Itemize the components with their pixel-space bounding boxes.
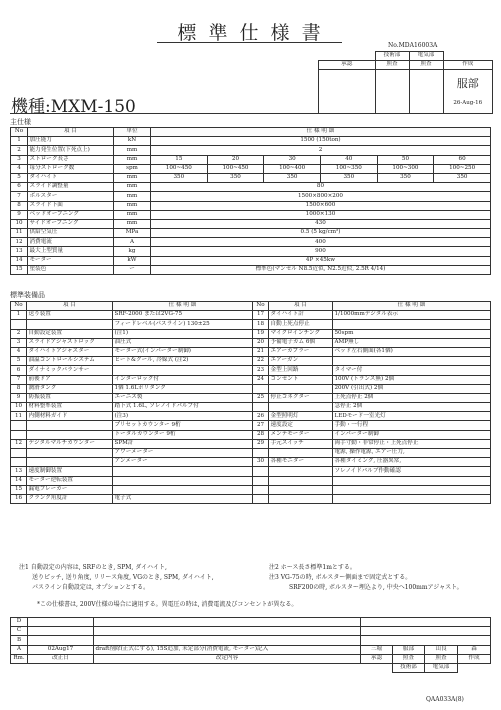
- equip-right-spec: 手動・一行程: [333, 421, 491, 430]
- equip-right-no: 21: [253, 347, 269, 356]
- spec-item: 加圧能力: [28, 137, 114, 146]
- equip-left-spec: SRF-2000 または2VG-75: [113, 311, 253, 320]
- creator-date: 26-Aug-16: [453, 100, 483, 107]
- spec-item: サイドオープニング: [28, 219, 114, 228]
- spec-value: 350: [434, 173, 491, 182]
- equip-right-item: エアーガン: [269, 357, 333, 366]
- spec-value: 350: [207, 173, 264, 182]
- equip-right-spec: 100V (トランス無) 2個: [333, 375, 491, 384]
- revision-sign-label: 照査: [393, 654, 425, 663]
- approval-top-label: 電気部: [409, 52, 443, 61]
- spec-value: 1500×600: [151, 201, 491, 210]
- equip-left-spec: トータルカウンター 9桁: [113, 430, 253, 439]
- revision-bottom-label: 技術部: [393, 663, 425, 672]
- equip-left-no: 13: [11, 467, 27, 476]
- equip-left-no: 9: [11, 393, 27, 402]
- revision-sign-label: 照査: [425, 654, 458, 663]
- equip-header-item: 項 目: [269, 302, 333, 311]
- spec-no: 5: [11, 173, 28, 182]
- equip-right-spec: 1/1000mmデジタル表示: [333, 311, 491, 320]
- revision-row-label: C: [11, 627, 28, 636]
- spec-no: 7: [11, 192, 28, 201]
- spec-value: 900: [151, 247, 491, 256]
- spec-row: [11, 201, 491, 210]
- spec-header-item: 項 目: [28, 128, 114, 137]
- spec-unit: mm: [114, 201, 151, 210]
- spec-value: 60: [434, 155, 491, 164]
- revision-sign: 森: [458, 645, 491, 654]
- spec-unit: kN: [114, 137, 151, 146]
- equip-left-item: 内側材料ガイド: [27, 412, 113, 421]
- equip-right-item: [269, 384, 333, 393]
- model-underline: [10, 113, 490, 114]
- spec-header-spec: 仕 様 明 細: [151, 128, 491, 137]
- spec-value: 40: [320, 155, 377, 164]
- equip-left-spec: 電子式: [113, 494, 253, 503]
- equip-left-item: [27, 458, 113, 467]
- equip-right-no: 18: [253, 320, 269, 329]
- equip-left-no: 1: [11, 311, 27, 320]
- spec-table: [10, 127, 491, 275]
- equip-right-spec: インバーター制御: [333, 430, 491, 439]
- equip-right-spec: AMP無し: [333, 338, 491, 347]
- equip-left-spec: [113, 366, 253, 375]
- equip-right-spec: 200V (引出式) 2個: [333, 384, 491, 393]
- equip-right-spec: 上死点停止 2個: [333, 393, 491, 402]
- spec-value: 400: [151, 238, 491, 247]
- spec-item: 供給空気圧: [28, 229, 114, 238]
- spec-no: 12: [11, 238, 28, 247]
- equip-right-item: コンセント: [269, 375, 333, 384]
- note-3b: SRF200の時, ボルスター埋込より, 中央へ100mmアジャスト。: [289, 584, 463, 591]
- equip-right-spec: ソレノイドバルブ作動確認: [333, 467, 491, 476]
- spec-no: 10: [11, 219, 28, 228]
- spec-value: 30: [264, 155, 321, 164]
- revision-a-date: 02Aug17: [28, 645, 94, 654]
- equip-right-item: 各種モニター: [269, 458, 333, 467]
- equip-row: [11, 430, 491, 439]
- form-number: QAA033A(8): [426, 696, 464, 703]
- spec-row: [11, 155, 491, 164]
- spec-section-title: 主仕様: [10, 118, 31, 126]
- equip-left-item: ダイナミックバランサー: [27, 366, 113, 375]
- spec-row: [11, 192, 491, 201]
- equip-left-item: 漏電ブレーカー: [27, 485, 113, 494]
- spec-row: [11, 219, 491, 228]
- equip-left-no: 6: [11, 366, 27, 375]
- revision-sign-label: 承認: [361, 654, 393, 663]
- revision-row-label: D: [11, 618, 28, 627]
- spec-value: 80: [151, 183, 491, 192]
- spec-row: [11, 256, 491, 265]
- equip-header-item: 項 目: [27, 302, 113, 311]
- spec-no: 15: [11, 265, 28, 274]
- equip-left-no: 14: [11, 476, 27, 485]
- equip-left-spec: アワーメーター: [113, 449, 253, 458]
- spec-value: 100~350: [320, 164, 377, 173]
- equip-right-no: 30: [253, 458, 269, 467]
- equip-left-spec: プリセットカウンター 9桁: [113, 421, 253, 430]
- equip-header-no: No: [11, 302, 27, 311]
- equip-left-item: 前後ドア: [27, 375, 113, 384]
- spec-value: 100~450: [151, 164, 208, 173]
- spec-item: 能力発生位置(下死点上): [28, 146, 114, 155]
- equip-right-item: エアーカプラー: [269, 347, 333, 356]
- equip-left-spec: 油圧式: [113, 338, 253, 347]
- approval-label: 承認: [319, 61, 376, 70]
- equip-right-spec: [333, 476, 491, 485]
- equip-right-item: 金型照明灯: [269, 412, 333, 421]
- equip-right-no: [253, 494, 269, 503]
- equip-right-item: [269, 476, 333, 485]
- spec-value: 標準色(マンセル N8.5近似, N2.5近似, 2.5R 4/14): [151, 265, 491, 274]
- approval-label: 照査: [375, 61, 409, 70]
- spec-unit: kW: [114, 256, 151, 265]
- equip-left-item: 材料整準装置: [27, 403, 113, 412]
- spec-item: 塗装色: [28, 265, 114, 274]
- equip-left-item: スライドアジャストロック: [27, 338, 113, 347]
- equip-right-no: [253, 467, 269, 476]
- equip-left-spec: フィードレベル(パスライン) 130±25: [113, 320, 253, 329]
- equip-left-no: [11, 430, 27, 439]
- revision-sign: 三堀: [361, 645, 393, 654]
- equip-right-spec: ベッド左右側面(各1個): [333, 347, 491, 356]
- equip-left-no: 11: [11, 412, 27, 421]
- equip-right-item: メンテモーター: [269, 430, 333, 439]
- equip-left-spec: [113, 485, 253, 494]
- equip-left-spec: アンメーター: [113, 458, 253, 467]
- revision-rm-label: Rm.: [11, 654, 28, 663]
- equip-right-item: [269, 494, 333, 503]
- spec-row: [11, 229, 491, 238]
- equip-row: [11, 439, 491, 448]
- spec-no: 8: [11, 201, 28, 210]
- equip-right-spec: [333, 320, 491, 329]
- equip-row: [11, 347, 491, 356]
- equip-header-spec: 仕 様 明 細: [333, 302, 491, 311]
- equip-left-no: [11, 421, 27, 430]
- equip-right-no: 24: [253, 375, 269, 384]
- spec-row: [11, 238, 491, 247]
- revision-row-label: B: [11, 636, 28, 645]
- note-1a: 注1 自動設定の内容は, SRFのとき, SPM, ダイハイト,: [19, 564, 167, 571]
- note-3a: 注3 VG-75の時, ボルスター側面まで固定式とする。: [269, 574, 412, 581]
- equip-row: [11, 393, 491, 402]
- equip-right-spec: 各種タイミング, 圧器異常,: [333, 458, 491, 467]
- spec-value: 100~450: [207, 164, 264, 173]
- revision-table: [10, 617, 491, 673]
- creator-stamp: 服部: [456, 77, 479, 91]
- revision-sign-label: 作成: [458, 654, 491, 663]
- spec-unit: mm: [114, 146, 151, 155]
- revision-date-header: 改正日: [28, 654, 94, 663]
- equip-right-no: [253, 449, 269, 458]
- equip-left-item: ダイハイトアジャスター: [27, 347, 113, 356]
- equip-right-spec: [333, 485, 491, 494]
- spec-value: 350: [264, 173, 321, 182]
- revision-a-content: draft削除(正式にする), 15S追加, 未定部分(消費電流, モーター)記入: [94, 645, 361, 654]
- approval-box: [318, 51, 493, 114]
- spec-header-unit: 単位: [114, 128, 151, 137]
- equip-row: [11, 320, 491, 329]
- equip-left-item: [27, 320, 113, 329]
- spec-value: 4P ×45kw: [151, 256, 491, 265]
- equip-right-no: [253, 403, 269, 412]
- equip-right-no: 23: [253, 366, 269, 375]
- equip-left-spec: SPM計: [113, 439, 253, 448]
- spec-value: 350: [151, 173, 208, 182]
- equip-left-item: クランク角度計: [27, 494, 113, 503]
- spec-item: ボルスター: [28, 192, 114, 201]
- equip-left-item: 速度制御装置: [27, 467, 113, 476]
- note-1b: 送りピッチ, 送り角度, リリース角度, VGのとき, SPM, ダイハイト,: [32, 574, 214, 581]
- revision-row-label: A: [11, 645, 28, 654]
- equip-left-no: [11, 449, 27, 458]
- equip-left-item: デジタルマルチカウンター: [27, 439, 113, 448]
- equip-right-item: [269, 467, 333, 476]
- equip-left-spec: インターロック付: [113, 375, 253, 384]
- equip-header-spec: 仕 様 明 細: [113, 302, 253, 311]
- equip-left-no: 7: [11, 375, 27, 384]
- spec-value: 100~300: [377, 164, 434, 173]
- spec-item: ダイハイト: [28, 173, 114, 182]
- equip-table: [10, 301, 491, 504]
- spec-unit: mm: [114, 192, 151, 201]
- equip-right-no: [253, 485, 269, 494]
- equip-right-no: 29: [253, 439, 269, 448]
- spec-unit: mm: [114, 155, 151, 164]
- spec-unit: mm: [114, 173, 151, 182]
- spec-value: 20: [207, 155, 264, 164]
- equip-right-spec: [333, 494, 491, 503]
- spec-item: スライド調整量: [28, 183, 114, 192]
- equip-right-item: [269, 449, 333, 458]
- spec-value: 430: [151, 219, 491, 228]
- equip-left-no: 16: [11, 494, 27, 503]
- equip-row: [11, 366, 491, 375]
- equip-header-no: No: [253, 302, 269, 311]
- title-underline: [157, 42, 342, 43]
- equip-row: [11, 384, 491, 393]
- note-2: 注2 ホース長さ標準1mとする。: [269, 564, 356, 571]
- equip-row: [11, 449, 491, 458]
- equip-left-no: 12: [11, 439, 27, 448]
- equip-right-item: 予備電子カム 6個: [269, 338, 333, 347]
- approval-label: 作成: [443, 61, 493, 70]
- equip-left-no: [11, 458, 27, 467]
- equip-left-spec: 踏下式 1.6L, ソレノイドバルブ付: [113, 403, 253, 412]
- spec-unit: A: [114, 238, 151, 247]
- equip-section-title: 標準装備品: [10, 291, 45, 299]
- document-number: No.MDA16003A: [388, 42, 438, 49]
- equip-row: [11, 375, 491, 384]
- equip-right-no: 17: [253, 311, 269, 320]
- equip-right-spec: 急停止 2個: [333, 403, 491, 412]
- equip-right-item: マイクロインチング: [269, 329, 333, 338]
- equip-right-item: 自動上死点停止: [269, 320, 333, 329]
- spec-no: 14: [11, 256, 28, 265]
- equip-left-no: 10: [11, 403, 27, 412]
- equip-left-no: 3: [11, 338, 27, 347]
- spec-item: 消費電流: [28, 238, 114, 247]
- spec-item: 毎分ストローク数: [28, 164, 114, 173]
- equip-right-item: 手元スイッチ: [269, 439, 333, 448]
- equip-right-spec: 50spm: [333, 329, 491, 338]
- spec-row: [11, 137, 491, 146]
- equip-left-no: 5: [11, 357, 27, 366]
- equip-right-item: 金型上回路: [269, 366, 333, 375]
- equip-left-no: 4: [11, 347, 27, 356]
- equip-left-item: 油温コントロールシステム: [27, 357, 113, 366]
- spec-item: ベッドオープニング: [28, 210, 114, 219]
- spec-no: 3: [11, 155, 28, 164]
- equip-row: [11, 357, 491, 366]
- equip-row: [11, 467, 491, 476]
- equip-row: [11, 403, 491, 412]
- spec-item: スライド下面: [28, 201, 114, 210]
- spec-no: 11: [11, 229, 28, 238]
- spec-unit: ー: [114, 265, 151, 274]
- equip-left-spec: [113, 476, 253, 485]
- spec-row: [11, 173, 491, 182]
- equip-left-item: モーター逆転装置: [27, 476, 113, 485]
- equip-right-no: 25: [253, 393, 269, 402]
- spec-item: ストローク長さ: [28, 155, 114, 164]
- equip-left-spec: 1個 1.6Lポリタンク: [113, 384, 253, 393]
- spec-row: [11, 247, 491, 256]
- equip-row: [11, 329, 491, 338]
- approval-label: 照査: [409, 61, 443, 70]
- revision-sign: 山良: [425, 645, 458, 654]
- revision-bottom-label: 電気部: [425, 663, 458, 672]
- document-title: 標 準 仕 様 書: [177, 22, 324, 44]
- spec-value: 50: [377, 155, 434, 164]
- spec-no: 13: [11, 247, 28, 256]
- equip-right-item: 停止コネクター: [269, 393, 333, 402]
- equip-left-no: [11, 320, 27, 329]
- spec-unit: MPa: [114, 229, 151, 238]
- spec-no: 1: [11, 137, 28, 146]
- spec-value: 100~250: [434, 164, 491, 173]
- equip-right-spec: 電源, 操作電源, エアー圧力,: [333, 449, 491, 458]
- equip-left-spec: エーニス製: [113, 393, 253, 402]
- equip-row: [11, 421, 491, 430]
- spec-value: 1500×800×200: [151, 192, 491, 201]
- spec-value: 100~400: [264, 164, 321, 173]
- equip-left-no: 15: [11, 485, 27, 494]
- equip-left-spec: ヒート&クール, 冷媒式 (注2): [113, 357, 253, 366]
- equip-left-spec: [113, 467, 253, 476]
- equip-right-item: [269, 403, 333, 412]
- equip-row: [11, 476, 491, 485]
- spec-unit: kg: [114, 247, 151, 256]
- equip-left-item: 自動設定装置: [27, 329, 113, 338]
- revision-content-header: 改定内容: [94, 654, 361, 663]
- equip-right-no: 26: [253, 412, 269, 421]
- equip-right-item: [269, 485, 333, 494]
- equip-row: [11, 338, 491, 347]
- equip-left-item: 送り装置: [27, 311, 113, 320]
- equip-left-item: 潤滑タンク: [27, 384, 113, 393]
- equip-right-spec: LEDモード一室光灯: [333, 412, 491, 421]
- spec-no: 6: [11, 183, 28, 192]
- equip-right-no: 22: [253, 357, 269, 366]
- equip-right-no: 28: [253, 430, 269, 439]
- equip-left-spec: モーター式(インバーター制御): [113, 347, 253, 356]
- note-1c: パスライン自動設定は, オプションとする。: [32, 584, 150, 591]
- equip-row: [11, 311, 491, 320]
- equip-left-item: [27, 421, 113, 430]
- equip-right-item: ダイハイト計: [269, 311, 333, 320]
- equip-left-item: [27, 430, 113, 439]
- equip-left-no: 2: [11, 329, 27, 338]
- spec-header-no: No: [11, 128, 28, 137]
- equip-left-spec: (注1): [113, 329, 253, 338]
- equip-row: [11, 485, 491, 494]
- spec-row: [11, 146, 491, 155]
- spec-row: [11, 183, 491, 192]
- spec-value: 1500 (150ton): [151, 137, 491, 146]
- equip-left-item: [27, 449, 113, 458]
- spec-unit: mm: [114, 183, 151, 192]
- equip-row: [11, 412, 491, 421]
- spec-value: 1000×130: [151, 210, 491, 219]
- equip-left-item: 防振装置: [27, 393, 113, 402]
- spec-item: 最大上型質量: [28, 247, 114, 256]
- equip-right-spec: 両手寸動・非常停止・上死点停止: [333, 439, 491, 448]
- equip-right-no: 20: [253, 338, 269, 347]
- spec-item: モーター: [28, 256, 114, 265]
- spec-unit: spm: [114, 164, 151, 173]
- equip-left-spec: (注3): [113, 412, 253, 421]
- equip-right-no: 27: [253, 421, 269, 430]
- model-label: 機種:MXM-150: [11, 97, 136, 117]
- equip-row: [11, 494, 491, 503]
- revision-sign: 服部: [393, 645, 425, 654]
- equip-right-no: 19: [253, 329, 269, 338]
- spec-unit: mm: [114, 219, 151, 228]
- equip-right-item: 速度設定: [269, 421, 333, 430]
- equip-right-spec: [333, 357, 491, 366]
- equip-right-spec: タイマー付: [333, 366, 491, 375]
- spec-no: 2: [11, 146, 28, 155]
- spec-value: 2: [151, 146, 491, 155]
- equip-right-no: [253, 476, 269, 485]
- spec-value: 350: [320, 173, 377, 182]
- equip-row: [11, 458, 491, 467]
- spec-row: [11, 265, 491, 274]
- spec-no: 4: [11, 164, 28, 173]
- approval-top-label: 技術部: [375, 52, 409, 61]
- equip-right-no: [253, 384, 269, 393]
- spec-value: 15: [151, 155, 208, 164]
- spec-no: 9: [11, 210, 28, 219]
- spec-row: [11, 164, 491, 173]
- spec-row: [11, 210, 491, 219]
- spec-value: 0.5 (5 kg/cm²): [151, 229, 491, 238]
- spec-value: 350: [377, 173, 434, 182]
- note-star: *この仕様書は, 200V仕様の場合に適用する。異電圧の時は, 消費電流及びコンセントが異なる。: [37, 601, 298, 608]
- equip-left-no: 8: [11, 384, 27, 393]
- spec-unit: mm: [114, 210, 151, 219]
